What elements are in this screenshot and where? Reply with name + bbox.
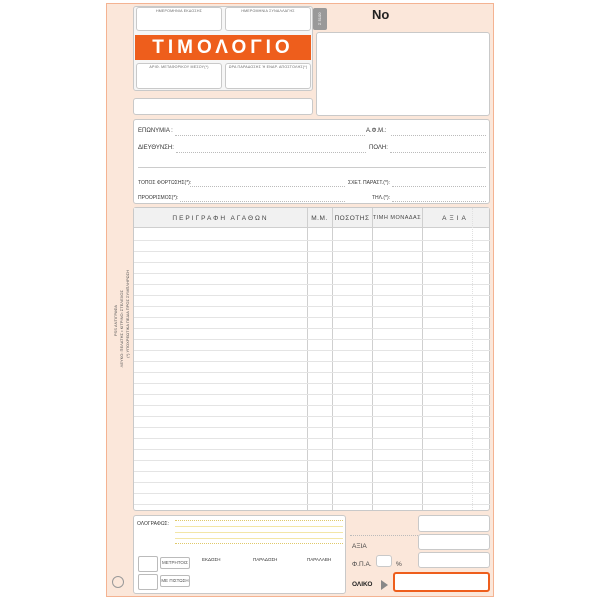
delivery-time-label: ΩΡΑ ΠΑΡΑΔΟΣΗΣ Ή ΕΝΑΡ. ΑΠΟΣΤΟΛΗΣ(*) [228, 65, 308, 69]
table-row[interactable] [134, 372, 490, 373]
table-row[interactable] [134, 295, 490, 296]
publisher-logo [112, 576, 124, 588]
credit-checkbox[interactable] [138, 574, 158, 590]
invoice-number-label: Νο [372, 7, 390, 22]
table-row[interactable] [134, 350, 490, 351]
customer-address-line[interactable] [176, 152, 366, 153]
customer-block [133, 119, 490, 204]
extra-field-box[interactable] [133, 98, 313, 115]
table-row[interactable] [134, 493, 490, 494]
date-issue-label: ΗΜΕΡΟΜΗΝΙΑ ΕΚΔΟΣΗΣ [155, 9, 203, 13]
side-copies-text: PSS ΑΝΤΙΓΡΑΦΑ [113, 305, 118, 337]
column-divider [472, 208, 473, 510]
document-title: ΤΙΜΟΛΟΓΙΟ [135, 35, 311, 60]
column-divider [332, 208, 333, 510]
subtotal-box[interactable] [418, 515, 490, 532]
table-row[interactable] [134, 284, 490, 285]
column-quantity: ΠΟΣΟΤΗΣ [334, 214, 370, 222]
table-row[interactable] [134, 438, 490, 439]
table-row[interactable] [134, 361, 490, 362]
amount-in-words-label: ΟΛΟΓΡΑΦΩΣ: [137, 521, 170, 527]
vat-label: Φ.Π.Α. [352, 561, 372, 568]
vehicle-label: ΑΡΙΘ. ΜΕΤΑΦΟΡΙΚΟΥ ΜΕΣΟΥ(*) [149, 65, 209, 69]
table-row[interactable] [134, 273, 490, 274]
amount-in-words-lines[interactable] [175, 520, 343, 544]
table-row[interactable] [134, 262, 490, 263]
side-mandatory-note: (*) ΥΠΟΧΡΕΩΤΙΚΑ ΠΕΔΙΑ ΠΡΟΣ ΣΥΜΠΛΗΡΩΣΗ [125, 270, 130, 358]
receipt-signature-label: ΠΑΡΑΛΑΒΗ [307, 557, 332, 562]
value-box[interactable] [418, 534, 490, 550]
vat-rate-box[interactable] [376, 555, 392, 567]
table-row[interactable] [134, 240, 490, 241]
column-divider [422, 208, 423, 510]
customer-address-label: ΔΙΕΥΘΥΝΣΗ: [138, 145, 174, 151]
column-unit: Μ.Μ. [311, 214, 328, 222]
table-row[interactable] [134, 394, 490, 395]
table-row[interactable] [134, 416, 490, 417]
customer-city-label: ΠΟΛΗ: [369, 145, 388, 151]
destination-label: ΠΡΟΟΡΙΣΜΟΣ(*): [138, 195, 179, 201]
table-row[interactable] [134, 427, 490, 428]
credit-label: ΜΕ ΠΙΣΤΩΣΗ [160, 575, 190, 587]
table-row[interactable] [134, 306, 490, 307]
issue-signature-label: ΕΚΔΟΣΗ [202, 557, 221, 562]
loading-place-line[interactable] [190, 186, 345, 187]
delivery-signature-label: ΠΑΡΑΔΟΣΗ [253, 557, 278, 562]
cash-checkbox[interactable] [138, 556, 158, 572]
customer-city-line[interactable] [390, 152, 486, 153]
customer-extra-line[interactable] [138, 167, 486, 168]
issuer-info-box[interactable] [316, 32, 490, 116]
loading-place-label: ΤΟΠΟΣ ΦΟΡΤΩΣΗΣ(*): [138, 180, 192, 186]
total-box[interactable] [393, 572, 490, 592]
items-table [133, 207, 490, 511]
totals-line [350, 535, 420, 536]
total-label: ΟΛΙΚΟ [352, 581, 373, 588]
column-description: ΠΕΡΙΓΡΑΦΗ ΑΓΑΘΩΝ [172, 214, 269, 222]
column-unit-price: ΤΙΜΗ ΜΟΝΑΔΑΣ [372, 214, 422, 221]
date-transaction-label: ΗΜΕΡΟΜΗΝΙΑ ΣΥΝΑΛΛΑΓΗΣ [241, 9, 295, 13]
customer-vat-line[interactable] [391, 135, 486, 136]
related-doc-line[interactable] [392, 186, 486, 187]
column-divider [307, 208, 308, 510]
table-row[interactable] [134, 383, 490, 384]
destination-line[interactable] [180, 201, 345, 202]
related-doc-label: ΣΧΕΤ. ΠΑΡΑΣΤ.(*): [348, 180, 390, 186]
table-row[interactable] [134, 317, 490, 318]
vat-amount-box[interactable] [418, 552, 490, 568]
customer-name-label: ΕΠΩΝΥΜΙΑ : [138, 128, 173, 134]
cash-label: ΜΕΤΡΗΤΟΙΣ [160, 557, 190, 569]
total-arrow-icon [381, 580, 388, 590]
table-row[interactable] [134, 460, 490, 461]
table-row[interactable] [134, 471, 490, 472]
side-copies-colors: ΛΕΥΚΟ: ΠΕΛΑΤΗΣ • ΚΙΤΡΙΝΟ: ΣΤΕΛΕΧΟΣ [119, 290, 124, 368]
table-row[interactable] [134, 405, 490, 406]
percent-label: % [396, 561, 402, 568]
customer-vat-label: Α.Φ.Μ.: [366, 128, 387, 134]
table-row[interactable] [134, 482, 490, 483]
table-row[interactable] [134, 251, 490, 252]
phone-label: ΤΗΛ.(*): [372, 195, 391, 201]
customer-name-line[interactable] [175, 135, 365, 136]
value-label: ΑΞΙΑ [352, 543, 367, 550]
column-divider [372, 208, 373, 510]
table-row[interactable] [134, 339, 490, 340]
form-code: Σ 5100 [313, 8, 327, 30]
table-row[interactable] [134, 328, 490, 329]
phone-line[interactable] [392, 201, 486, 202]
table-row[interactable] [134, 449, 490, 450]
table-row[interactable] [134, 504, 490, 505]
column-value: ΑΞΙΑ [442, 214, 469, 222]
